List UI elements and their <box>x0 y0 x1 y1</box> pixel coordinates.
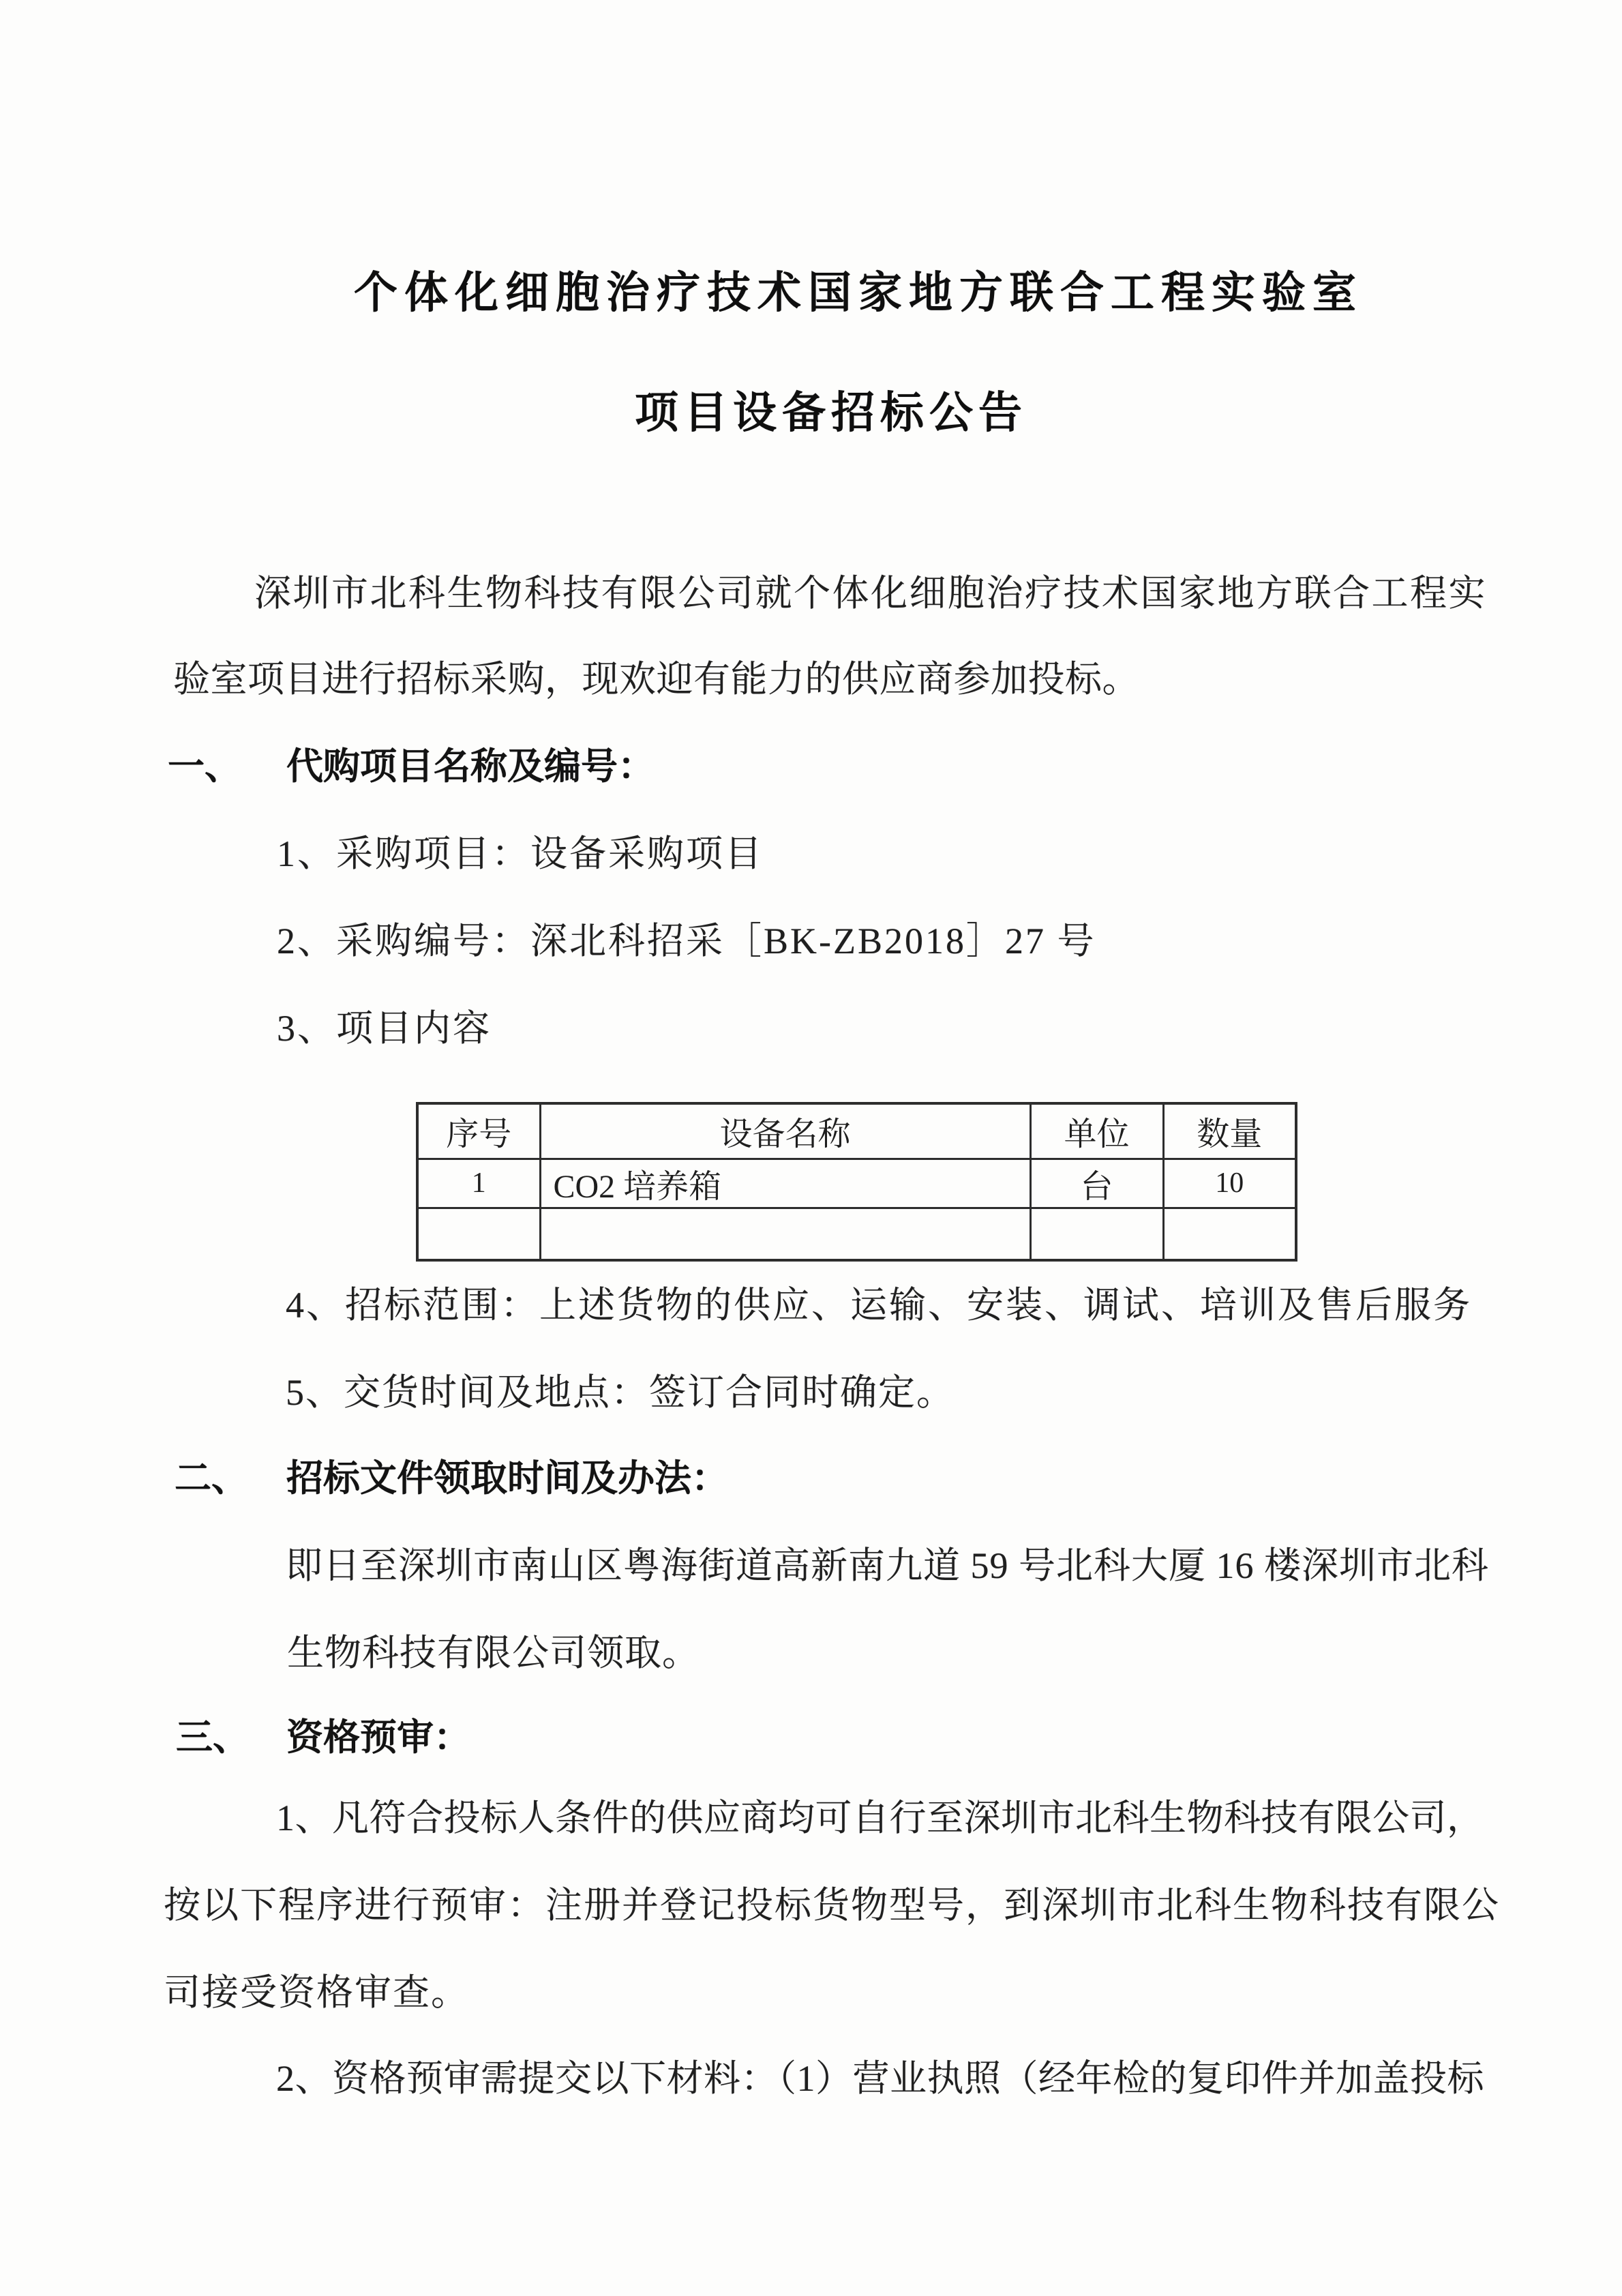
equipment-table <box>416 1102 1297 1262</box>
list-item-4: 4、招标范围：上述货物的供应、运输、安装、调试、培训及售后服务 <box>286 1285 1472 1326</box>
table-header-row <box>417 1103 1296 1159</box>
intro-paragraph-line-2: 验室项目进行招标采购，现欢迎有能力的供应商参加投标。 <box>173 659 1139 700</box>
section-2-body-line-1: 即日至深圳市南山区粤海街道高新南九道 59 号北科大厦 16 楼深圳市北科 <box>286 1545 1489 1586</box>
table-row <box>417 1159 1296 1208</box>
header-cell-name: 设备名称 <box>540 1103 1030 1159</box>
cell-serial-empty <box>417 1208 540 1260</box>
section-3-body-line-2: 按以下程序进行预审：注册并登记投标货物型号，到深圳市北科生物科技有限公 <box>164 1885 1500 1926</box>
intro-paragraph-line-1: 深圳市北科生物科技有限公司就个体化细胞治疗技术国家地方联合工程实 <box>254 573 1487 614</box>
section-3-label: 资格预审： <box>286 1717 470 1758</box>
section-2-heading <box>175 1459 728 1498</box>
list-item-2: 2、采购编号：深北科招采［BK-ZB2018］27 号 <box>277 921 1096 961</box>
list-item-3: 3、项目内容 <box>277 1008 492 1049</box>
cell-unit-empty <box>1030 1208 1163 1260</box>
section-1-heading <box>168 747 655 786</box>
section-3-body-line-3: 司接受资格审查。 <box>164 1972 469 2013</box>
cell-name: CO2 培养箱 <box>540 1159 1030 1208</box>
section-2-number: 二、 <box>175 1458 248 1499</box>
header-cell-quantity: 数量 <box>1163 1103 1296 1159</box>
section-2-body-line-2: 生物科技有限公司领取。 <box>287 1632 700 1673</box>
cell-unit: 台 <box>1030 1159 1163 1208</box>
header-cell-serial: 序号 <box>417 1103 540 1159</box>
table-row-empty <box>417 1208 1296 1260</box>
list-item-1: 1、采购项目：设备采购项目 <box>277 833 764 874</box>
cell-quantity-empty <box>1163 1208 1296 1260</box>
list-item-5: 5、交货时间及地点：签订合同时确定。 <box>286 1372 955 1413</box>
document-title-line-1: 个体化细胞治疗技术国家地方联合工程实验室 <box>354 268 1363 317</box>
document-title-line-2: 项目设备招标公告 <box>635 388 1027 437</box>
section-1-label: 代购项目名称及编号： <box>286 746 655 787</box>
section-3-heading <box>176 1718 470 1757</box>
section-3-body-line-4: 2、资格预审需提交以下材料：（1）营业执照（经年检的复印件并加盖投标 <box>276 2058 1484 2099</box>
section-2-label: 招标文件领取时间及办法： <box>286 1458 728 1499</box>
cell-serial: 1 <box>417 1159 540 1208</box>
section-3-number: 三、 <box>176 1717 250 1758</box>
cell-quantity: 10 <box>1163 1159 1296 1208</box>
section-3-body-line-1: 1、凡符合投标人条件的供应商均可自行至深圳市北科生物科技有限公司， <box>276 1798 1484 1838</box>
section-1-number: 一、 <box>168 746 241 787</box>
header-cell-unit: 单位 <box>1030 1103 1163 1159</box>
cell-name-empty <box>540 1208 1030 1260</box>
